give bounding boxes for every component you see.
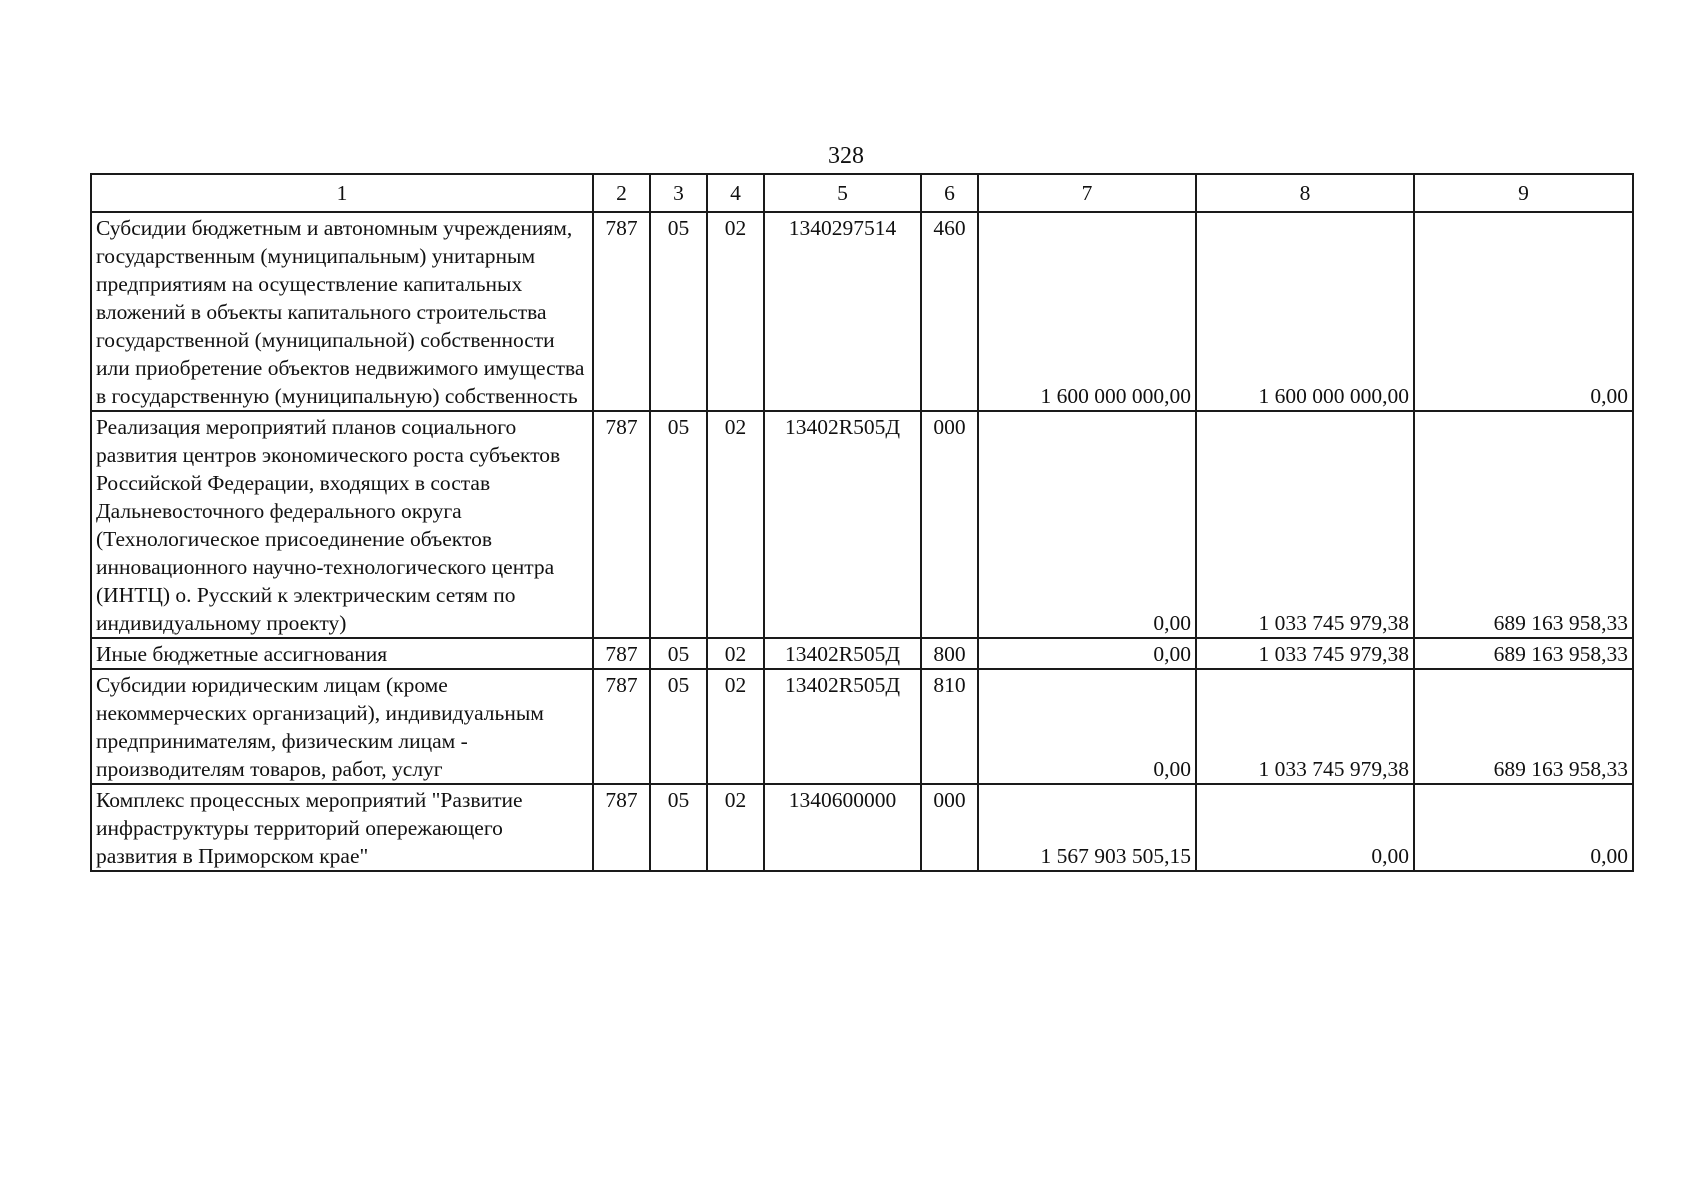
header-col-7: 7 [978,174,1196,212]
row-c9: 689 163 958,33 [1414,411,1633,638]
header-col-4: 4 [707,174,764,212]
row-c7: 0,00 [978,669,1196,784]
header-col-8: 8 [1196,174,1414,212]
row-c2: 787 [593,784,650,871]
row-c9: 0,00 [1414,212,1633,411]
row-c3: 05 [650,411,707,638]
row-c7: 1 600 000 000,00 [978,212,1196,411]
row-c4: 02 [707,669,764,784]
row-c3: 05 [650,669,707,784]
row-c6: 810 [921,669,978,784]
row-c9: 689 163 958,33 [1414,638,1633,669]
row-c3: 05 [650,784,707,871]
table-row [91,669,1633,784]
table-row [91,784,1633,871]
row-c3: 05 [650,212,707,411]
header-col-3: 3 [650,174,707,212]
row-c8: 1 033 745 979,38 [1196,638,1414,669]
row-name: Субсидии бюджетным и автономным учреждениям, государственным (муниципальным) унитарным предприятиям на осуществление капитальных вложений в объекты капитального строительства государственной (муниципальной) собственности или приобретение объектов недвижимого имущества в государственную (муниципальную) собственность [91,212,593,411]
header-col-6: 6 [921,174,978,212]
row-c4: 02 [707,212,764,411]
header-col-2: 2 [593,174,650,212]
row-c5: 1340600000 [764,784,921,871]
row-c3: 05 [650,638,707,669]
row-c6: 000 [921,411,978,638]
row-c2: 787 [593,212,650,411]
row-c2: 787 [593,669,650,784]
row-c2: 787 [593,638,650,669]
row-c5: 1340297514 [764,212,921,411]
row-c8: 1 033 745 979,38 [1196,669,1414,784]
row-c9: 689 163 958,33 [1414,669,1633,784]
row-c5: 13402R505Д [764,638,921,669]
row-name: Субсидии юридическим лицам (кроме некоммерческих организаций), индивидуальным предпринимателям, физическим лицам - производителям товаров, работ, услуг [91,669,593,784]
row-c4: 02 [707,411,764,638]
header-col-5: 5 [764,174,921,212]
row-c7: 1 567 903 505,15 [978,784,1196,871]
table-row [91,638,1633,669]
header-row [91,174,1633,212]
row-c4: 02 [707,784,764,871]
row-c6: 000 [921,784,978,871]
row-c5: 13402R505Д [764,669,921,784]
row-c9: 0,00 [1414,784,1633,871]
table-body [91,212,1633,871]
table-row [91,411,1633,638]
row-name: Иные бюджетные ассигнования [91,638,593,669]
page-number: 328 [828,143,864,169]
row-c8: 1 033 745 979,38 [1196,411,1414,638]
table-header [91,174,1633,212]
header-col-1: 1 [91,174,593,212]
row-name: Реализация мероприятий планов социального развития центров экономического роста субъектов Российской Федерации, входящих в состав Дальневосточного федерального округа (Технологическое присоединение объектов инновационного научно-технологического центра (ИНТЦ) о. Русский к электрическим сетям по индивидуальному проекту) [91,411,593,638]
row-c8: 0,00 [1196,784,1414,871]
header-col-9: 9 [1414,174,1633,212]
row-c7: 0,00 [978,638,1196,669]
row-name: Комплекс процессных мероприятий "Развитие инфраструктуры территорий опережающего развития в Приморском крае" [91,784,593,871]
row-c6: 460 [921,212,978,411]
budget-table [90,173,1634,872]
row-c5: 13402R505Д [764,411,921,638]
row-c7: 0,00 [978,411,1196,638]
row-c4: 02 [707,638,764,669]
row-c8: 1 600 000 000,00 [1196,212,1414,411]
table-row [91,212,1633,411]
row-c2: 787 [593,411,650,638]
row-c6: 800 [921,638,978,669]
